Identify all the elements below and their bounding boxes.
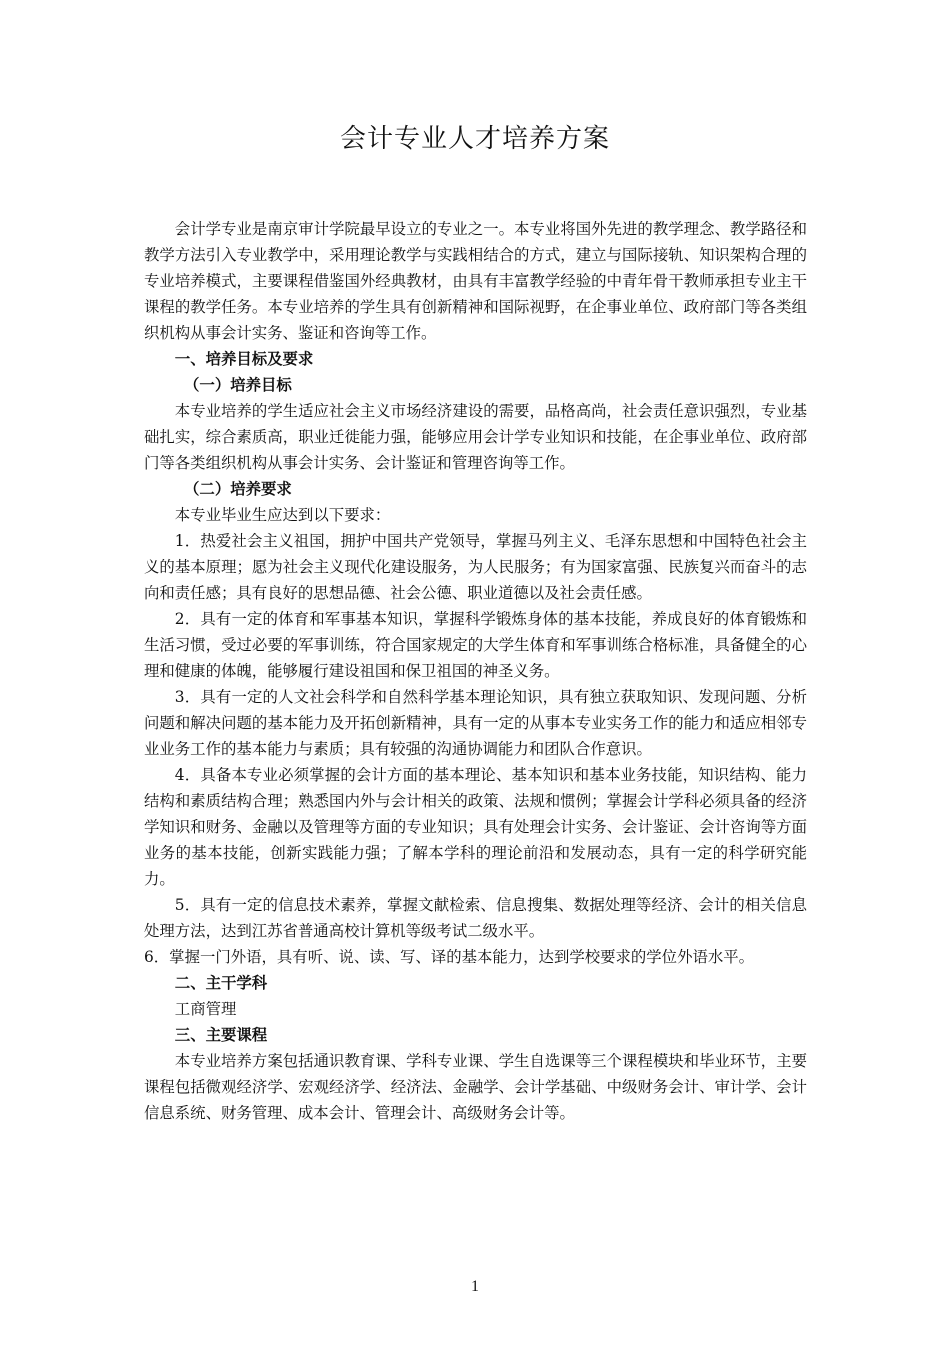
requirement-item-5: 5．具有一定的信息技术素养，掌握文献检索、信息搜集、数据处理等经济、会计的相关信息处理方法，达到江苏省普通高校计算机等级考试二级水平。 — [144, 896, 807, 940]
requirement-item-6: 6．掌握一门外语，具有听、说、读、写、译的基本能力，达到学校要求的学位外语水平。 — [144, 948, 755, 966]
section-heading-training-goals: 一、培养目标及要求 — [174, 350, 314, 368]
requirement-item-1: 1．热爱社会主义祖国，拥护中国共产党领导，掌握马列主义、毛泽东思想和中国特色社会主义的基本原理；愿为社会主义现代化建设服务，为人民服务；有为国家富强、民族复兴而奋斗的志向和责任感；具有良好的思想品德、社会公德、职业道德以及社会责任感。 — [144, 532, 807, 602]
subsection-heading-requirements: （二）培养要求 — [184, 480, 292, 498]
goals-paragraph: 本专业培养的学生适应社会主义市场经济建设的需要，品格高尚，社会责任意识强烈，专业基础扎实，综合素质高，职业迁徙能力强，能够应用会计学专业知识和技能，在企事业单位、政府部门等各类组织机构从事会计实务、会计鉴证和管理咨询等工作。 — [144, 402, 807, 472]
intro-paragraph: 会计学专业是南京审计学院最早设立的专业之一。本专业将国外先进的教学理念、教学路径和教学方法引入专业教学中，采用理论教学与实践相结合的方式，建立与国际接轨、知识架构合理的专业培养模式，主要课程借鉴国外经典教材，由具有丰富教学经验的中青年骨干教师承担专业主干课程的教学任务。本专业培养的学生具有创新精神和国际视野，在企事业单位、政府部门等各类组织机构从事会计实务、鉴证和咨询等工作。 — [144, 220, 807, 342]
requirement-item-2: 2．具有一定的体育和军事基本知识，掌握科学锻炼身体的基本技能，养成良好的体育锻炼和生活习惯，受过必要的军事训练，符合国家规定的大学生体育和军事训练合格标准，具备健全的心理和健康的体魄，能够履行建设祖国和保卫祖国的神圣义务。 — [144, 610, 807, 680]
document-title: 会计专业人才培养方案 — [339, 124, 610, 154]
document-body — [144, 216, 807, 1126]
page-number: 1 — [471, 1278, 479, 1295]
requirement-item-4: 4．具备本专业必须掌握的会计方面的基本理论、基本知识和基本业务技能，知识结构、能力结构和素质结构合理；熟悉国内外与会计相关的政策、法规和惯例；掌握会计学科必须具备的经济学知识和财务、金融以及管理等方面的专业知识；具有处理会计实务、会计鉴证、会计咨询等方面业务的基本技能，创新实践能力强；了解本学科的理论前沿和发展动态，具有一定的科学研究能力。 — [144, 766, 807, 888]
requirement-item-3: 3．具有一定的人文社会科学和自然科学基本理论知识，具有独立获取知识、发现问题、分析问题和解决问题的基本能力及开拓创新精神，具有一定的从事本专业实务工作的能力和适应相邻专业业务工作的基本能力与素质；具有较强的沟通协调能力和团队合作意识。 — [144, 688, 807, 758]
main-courses-paragraph: 本专业培养方案包括通识教育课、学科专业课、学生自选课等三个课程模块和毕业环节，主要课程包括微观经济学、宏观经济学、经济法、金融学、会计学基础、中级财务会计、审计学、会计信息系统、财务管理、成本会计、管理会计、高级财务会计等。 — [144, 1052, 807, 1122]
main-discipline-text: 工商管理 — [174, 1000, 237, 1018]
requirements-lead: 本专业毕业生应达到以下要求： — [174, 506, 391, 524]
subsection-heading-goals: （一）培养目标 — [184, 376, 292, 394]
section-heading-main-discipline: 二、主干学科 — [174, 974, 268, 992]
section-heading-main-courses: 三、主要课程 — [174, 1026, 268, 1044]
